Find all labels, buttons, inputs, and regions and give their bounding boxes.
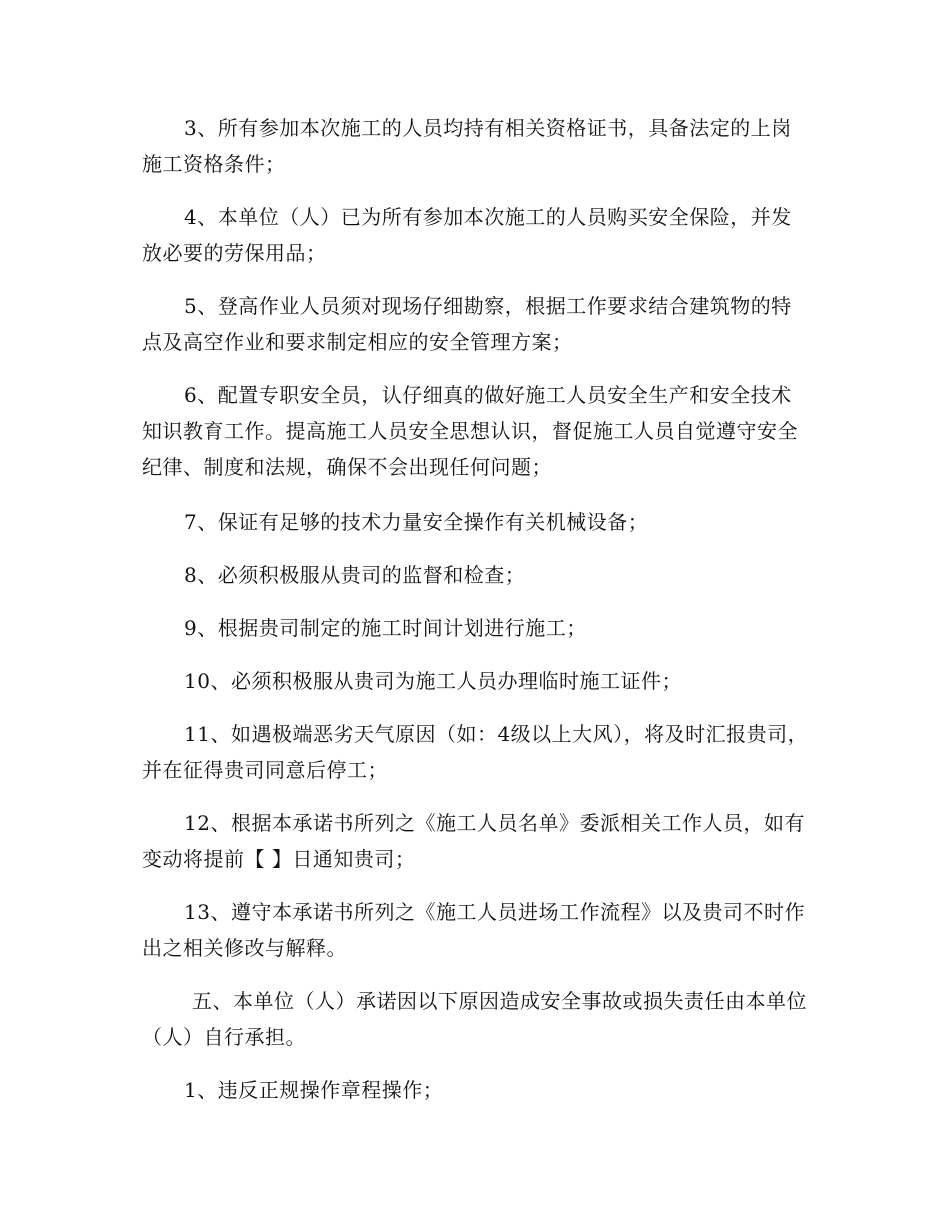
- paragraph-item-1: 1、违反正规操作章程操作；: [184, 1078, 444, 1102]
- paragraph-item-9: 9、根据贵司制定的施工时间计划进行施工；: [184, 616, 587, 640]
- paragraph-item-13: 13、遵守本承诺书所列之《施工人员进场工作流程》以及贵司不时作出之相关修改与解释。: [142, 900, 805, 960]
- paragraph-item-5: 5、登高作业人员须对现场仔细勘察，根据工作要求结合建筑物的特点及高空作业和要求制定相应的安全管理方案；: [142, 294, 792, 354]
- paragraph-item-11: 11、如遇极端恶劣天气原因（如：4级以上大风），将及时汇报贵司，并在征得贵司同意后停工；: [142, 722, 809, 782]
- paragraph-item-7: 7、保证有足够的技术力量安全操作有关机械设备；: [184, 510, 649, 534]
- paragraph-item-6: 6、配置专职安全员，认仔细真的做好施工人员安全生产和安全技术知识教育工作。提高施工人员安全思想认识，督促施工人员自觉遵守安全纪律、制度和法规，确保不会出现任何问题；: [142, 383, 798, 479]
- paragraph-item-3: 3、所有参加本次施工的人员均持有相关资格证书，具备法定的上岗施工资格条件；: [142, 116, 792, 176]
- section-heading-five: 五、本单位（人）承诺因以下原因造成安全事故或损失责任由本单位（人）自行承担。: [142, 989, 807, 1049]
- paragraph-item-12: 12、根据本承诺书所列之《施工人员名单》委派相关工作人员，如有变动将提前【 】日通知贵司；: [142, 811, 805, 871]
- paragraph-item-10: 10、必须积极服从贵司为施工人员办理临时施工证件；: [184, 669, 682, 693]
- paragraph-item-4: 4、本单位（人）已为所有参加本次施工的人员购买安全保险，并发放必要的劳保用品；: [142, 205, 792, 265]
- paragraph-item-8: 8、必须积极服从贵司的监督和检查；: [184, 563, 526, 587]
